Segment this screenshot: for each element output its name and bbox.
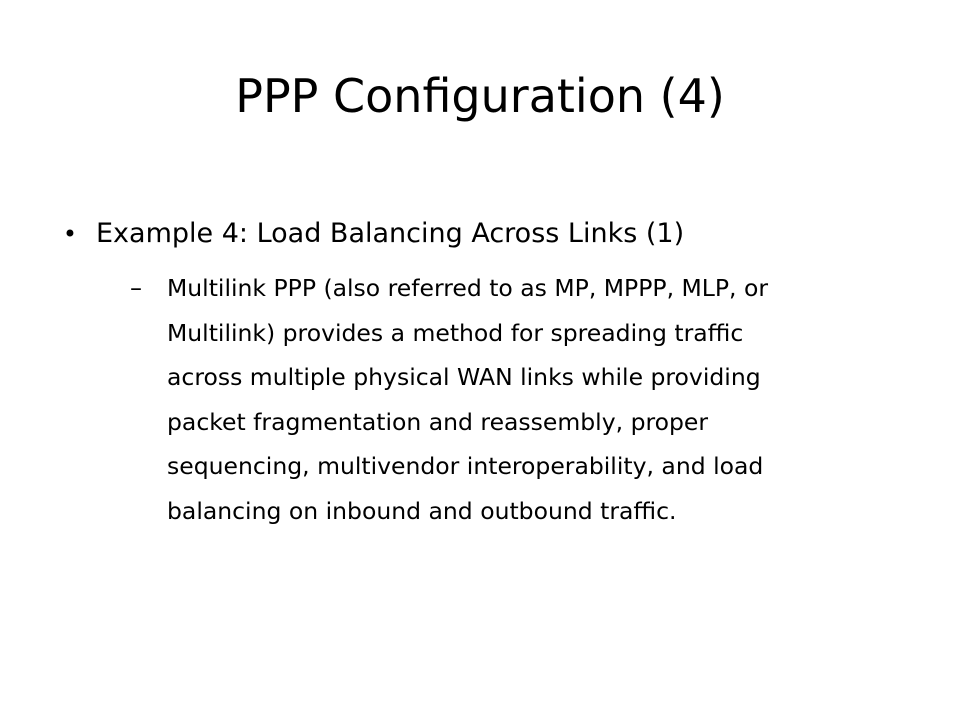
sub-bullet-line: sequencing, multivendor interoperability, and load xyxy=(167,452,764,480)
sub-bullet-line: Multilink) provides a method for spreading traffic xyxy=(167,318,744,347)
bullet-text: Example 4: Load Balancing Across Links (1) xyxy=(96,218,685,249)
sub-bullet-line: packet fragmentation and reassembly, proper xyxy=(167,407,709,436)
bullet-list xyxy=(60,212,920,533)
bullet-marker: • xyxy=(62,220,78,248)
bullet-item-example-4 xyxy=(60,212,920,256)
sub-bullet-line: Multilink PPP (also referred to as MP, MPPP, MLP, or xyxy=(167,274,769,302)
sub-bullet-text xyxy=(167,266,910,533)
slide-title: PPP Configuration (4) xyxy=(235,69,725,123)
sub-bullet-item-multilink xyxy=(130,266,910,533)
sub-bullet-line: across multiple physical WAN links while providing xyxy=(167,363,761,391)
sub-bullet-marker: – xyxy=(130,274,142,302)
sub-bullet-line: balancing on inbound and outbound traffic. xyxy=(167,496,677,525)
